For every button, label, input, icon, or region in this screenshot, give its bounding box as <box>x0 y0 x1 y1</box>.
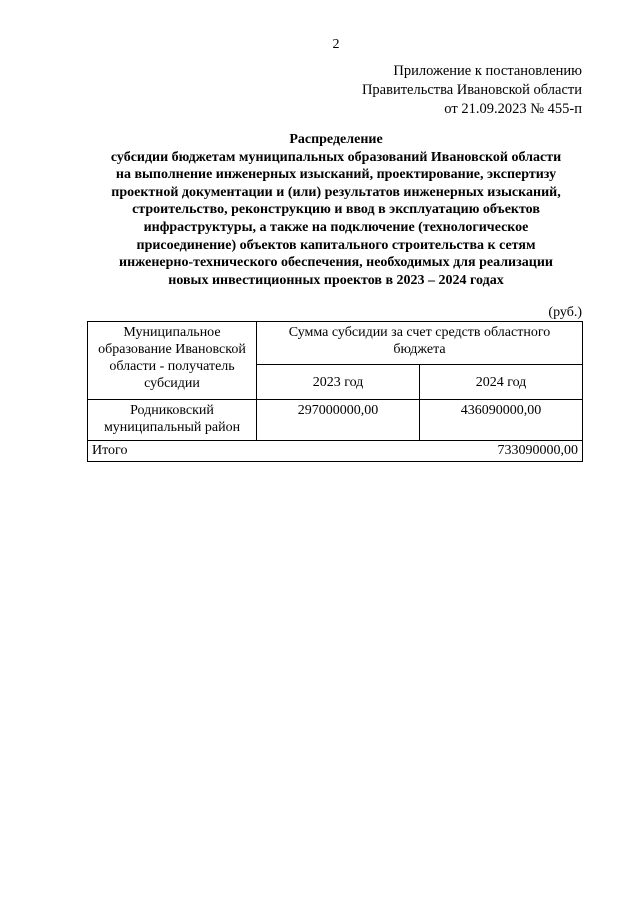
heading-line: инфраструктуры, а также на подключение (технологическое <box>143 219 529 235</box>
heading-line: проектной документации и (или) результатов инженерных изысканий, <box>111 184 561 200</box>
table-header-row <box>88 322 583 365</box>
header-year-2023: 2023 год <box>257 365 420 400</box>
heading-line: присоединение) объектов капитального строительства к сетям <box>136 237 536 253</box>
header-amount: Сумма субсидии за счет средств областного бюджета <box>257 322 583 365</box>
appendix-note <box>362 62 582 119</box>
heading-line: инженерно-технического обеспечения, необходимых для реализации <box>119 255 553 271</box>
header-year-2024: 2024 год <box>420 365 583 400</box>
heading-line: на выполнение инженерных изысканий, проектирование, экспертизу <box>115 167 557 183</box>
heading-line: новых инвестиционных проектов в 2023 – 2024 годах <box>168 272 504 288</box>
heading-line: строительство, реконструкцию и ввод в эксплуатацию объектов <box>132 202 540 218</box>
cell-amount-2023: 297000000,00 <box>257 400 420 441</box>
header-municipality: Муниципальное образование Ивановской области - получатель субсидии <box>88 322 257 400</box>
cell-amount-2024: 436090000,00 <box>420 400 583 441</box>
cell-municipality: Родниковский муниципальный район <box>88 400 257 441</box>
appendix-line-3: от 21.09.2023 № 455-п <box>444 101 582 117</box>
total-label: Итого <box>88 441 257 462</box>
table-total-row <box>88 441 583 462</box>
table-row <box>88 400 583 441</box>
total-value: 733090000,00 <box>257 441 583 462</box>
currency-unit: (руб.) <box>548 305 582 320</box>
page-number: 2 <box>332 37 340 52</box>
document-heading <box>80 131 592 289</box>
heading-line: субсидии бюджетам муниципальных образований Ивановской области <box>110 149 562 165</box>
appendix-line-1: Приложение к постановлению <box>393 63 582 79</box>
heading-title: Распределение <box>289 132 383 147</box>
subsidy-table <box>87 321 583 462</box>
appendix-line-2: Правительства Ивановской области <box>361 82 582 98</box>
